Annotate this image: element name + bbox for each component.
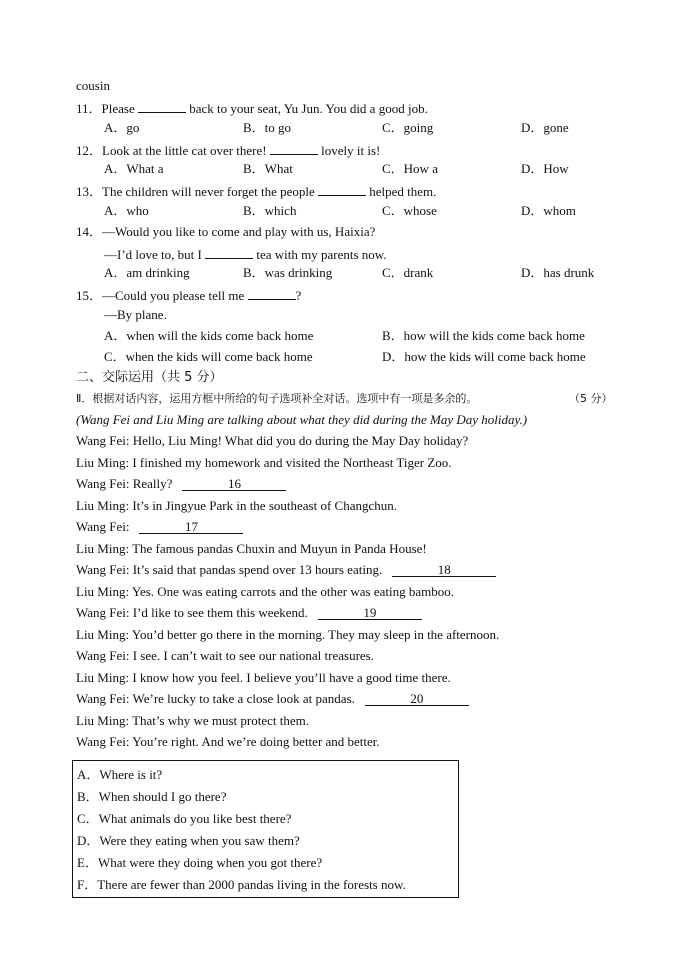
option-d: D．whom xyxy=(521,203,576,218)
answer-blank-18: 18 xyxy=(392,563,496,577)
option-d: D．gone xyxy=(521,120,569,135)
option-a: A．What a xyxy=(104,161,164,176)
answer-blank-16: 16 xyxy=(182,477,286,491)
box-option-d: D．Were they eating when you saw them? xyxy=(77,833,300,848)
dialogue-text: Wang Fei: Really? xyxy=(76,476,173,491)
dialogue-text: Liu Ming: It’s in Jingyue Park in the southeast of Changchun. xyxy=(76,498,397,513)
option-d: D．How xyxy=(521,161,569,176)
option-c: C．drank xyxy=(382,265,434,280)
option-a: A．am drinking xyxy=(104,265,190,280)
dialogue-line xyxy=(76,734,380,750)
dialogue-line xyxy=(76,519,243,535)
question-14-line2 xyxy=(104,245,387,263)
dialogue-text: Wang Fei: xyxy=(76,519,130,534)
option-a: A．who xyxy=(104,203,149,218)
answer-blank xyxy=(138,99,186,113)
question-text-post: lovely it is! xyxy=(317,143,381,158)
box-option-a: A．Where is it? xyxy=(77,767,163,782)
option-b: B．What xyxy=(243,161,293,176)
dialogue-text: Liu Ming: I finished my homework and visited the Northeast Tiger Zoo. xyxy=(76,455,452,470)
dialogue-text: Wang Fei: I’d like to see them this weekend. xyxy=(76,605,308,620)
question-number: 15． xyxy=(76,288,103,303)
dialogue-text: Wang Fei: I see. I can’t wait to see our national treasures. xyxy=(76,648,374,663)
question-text-post: back to your seat, Yu Jun. You did a good job. xyxy=(186,101,428,116)
dialogue-line xyxy=(76,455,452,471)
question-number: 13． xyxy=(76,184,103,199)
box-option-b: B．When should I go there? xyxy=(77,789,227,804)
option-b: B．to go xyxy=(243,120,292,135)
dialogue-text: Liu Ming: You’d better go there in the morning. They may sleep in the afternoon. xyxy=(76,627,500,642)
question-text: —Would you like to come and play with us, Haixia? xyxy=(102,224,376,239)
dialogue-text: Liu Ming: Yes. One was eating carrots and the other was eating bamboo. xyxy=(76,584,455,599)
question-text-post: helped them. xyxy=(366,184,437,199)
option-a: A．go xyxy=(104,120,140,135)
option-d: D．how the kids will come back home xyxy=(382,349,586,364)
section-instruction xyxy=(76,391,477,407)
answer-blank-19: 19 xyxy=(318,606,422,620)
question-text-post: tea with my parents now. xyxy=(253,247,387,262)
dialogue-line xyxy=(76,627,499,643)
question-text-pre: —I’d love to, but I xyxy=(104,247,206,262)
box-option-c: C．What animals do you like best there? xyxy=(77,811,292,826)
dialogue-context: (Wang Fei and Liu Ming are talking about what they did during the May Day holiday.) xyxy=(76,412,528,427)
question-11 xyxy=(76,99,428,117)
section-heading: 二、交际运用（共 5 分） xyxy=(76,370,223,385)
dialogue-text: Wang Fei: It’s said that pandas spend over 13 hours eating. xyxy=(76,562,383,577)
question-14 xyxy=(76,224,375,240)
option-b: B．was drinking xyxy=(243,265,333,280)
box-option-f: F．There are fewer than 2000 pandas living in the forests now. xyxy=(77,877,406,892)
question-number: 14． xyxy=(76,224,103,239)
answer-blank xyxy=(270,141,318,155)
options-box xyxy=(72,760,459,898)
dialogue-text: Wang Fei: You’re right. And we’re doing better and better. xyxy=(76,734,380,749)
question-text-pre: Please xyxy=(101,101,138,116)
question-text-pre: The children will never forget the people xyxy=(102,184,319,199)
question-text-pre: —Could you please tell me xyxy=(102,288,248,303)
dialogue-line xyxy=(76,648,374,664)
cousin-word: cousin xyxy=(76,78,110,93)
section-points: （5 分） xyxy=(569,392,613,405)
dialogue-line xyxy=(76,605,422,621)
dialogue-text: Wang Fei: We’re lucky to take a close look at pandas. xyxy=(76,691,355,706)
option-b: B．how will the kids come back home xyxy=(382,328,585,343)
question-text-pre: Look at the little cat over there! xyxy=(102,143,270,158)
dialogue-line xyxy=(76,541,427,557)
option-c: C．How a xyxy=(382,161,438,176)
dialogue-line xyxy=(76,691,469,707)
answer-blank xyxy=(318,182,366,196)
dialogue-line xyxy=(76,670,451,686)
dialogue-line xyxy=(76,713,309,729)
option-a: A．when will the kids come back home xyxy=(104,328,314,343)
dialogue-line xyxy=(76,498,397,514)
answer-blank xyxy=(205,245,253,259)
question-number: 11． xyxy=(76,101,102,116)
question-text-post: ? xyxy=(295,288,302,303)
question-13 xyxy=(76,182,436,200)
dialogue-text: Liu Ming: That’s why we must protect them. xyxy=(76,713,310,728)
dialogue-text: Liu Ming: The famous pandas Chuxin and Muyun in Panda House! xyxy=(76,541,427,556)
option-d: D．has drunk xyxy=(521,265,595,280)
box-option-e: E．What were they doing when you got there? xyxy=(77,855,323,870)
question-12 xyxy=(76,141,380,159)
dialogue-text: Liu Ming: I know how you feel. I believe you’ll have a good time there. xyxy=(76,670,451,685)
dialogue-text: Wang Fei: Hello, Liu Ming! What did you do during the May Day holiday? xyxy=(76,433,469,448)
option-b: B．which xyxy=(243,203,297,218)
option-c: C．when the kids will come back home xyxy=(104,349,313,364)
dialogue-line xyxy=(76,433,468,449)
dialogue-line xyxy=(76,584,454,600)
question-number: 12． xyxy=(76,143,103,158)
dialogue-line xyxy=(76,476,286,492)
option-c: C．going xyxy=(382,120,434,135)
option-c: C．whose xyxy=(382,203,437,218)
instruction-text: Ⅱ．根据对话内容，运用方框中所给的句子选项补全对话。选项中有一项是多余的。 xyxy=(76,392,478,405)
answer-blank-20: 20 xyxy=(365,692,469,706)
dialogue-line xyxy=(76,562,496,578)
question-15 xyxy=(76,286,301,304)
answer-blank xyxy=(248,286,296,300)
question-15-line2: —By plane. xyxy=(104,307,167,322)
answer-blank-17: 17 xyxy=(139,520,243,534)
